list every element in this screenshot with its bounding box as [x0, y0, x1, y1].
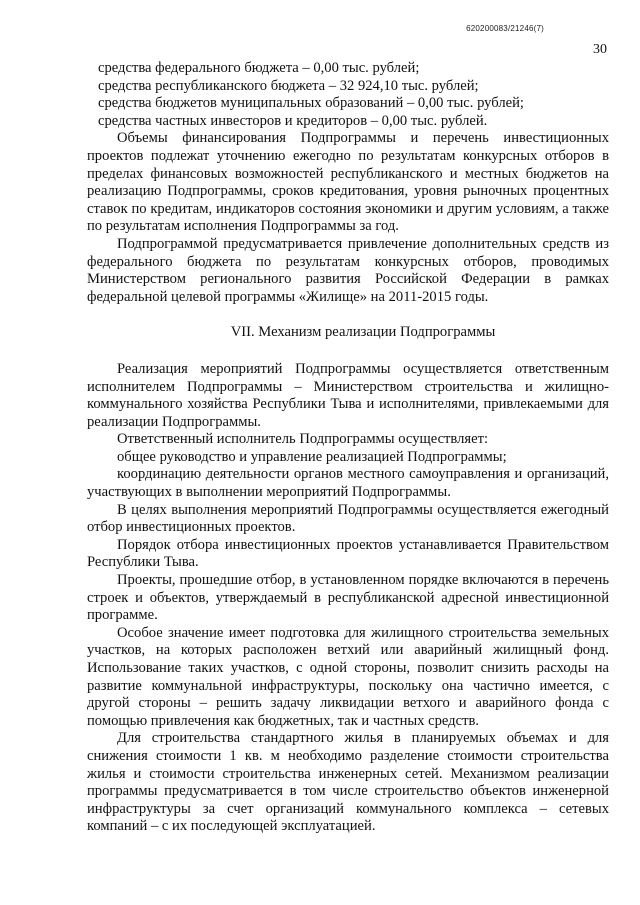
document-id: 620200083/21246(7)	[466, 24, 544, 33]
page-body	[87, 60, 609, 836]
paragraph-executor-does: Ответственный исполнитель Подпрограммы осуществляет:	[117, 431, 489, 448]
paragraph-implementation: Реализация мероприятий Подпрограммы осуществляется ответственным исполнителем Подпрограммы – Министерством строительства и жилищно-коммунального хозяйства Республики Тыва и исполнителями, привлекаемыми для реализации Подпрограммы.	[87, 360, 609, 430]
page-number: 30	[593, 42, 607, 57]
paragraph-general-management: общее руководство и управление реализацией Подпрограммы;	[117, 448, 507, 465]
paragraph-selection-procedure: Порядок отбора инвестиционных проектов устанавливается Правительством Республики Тыва.	[87, 536, 609, 571]
paragraph-annual-selection: В целях выполнения мероприятий Подпрограммы осуществляется ежегодный отбор инвестиционных проектов.	[87, 501, 609, 536]
paragraph-coordination: координацию деятельности органов местного самоуправления и организаций, участвующих в выполнении мероприятий Подпрограммы.	[87, 466, 609, 501]
paragraph-land-plots: Особое значение имеет подготовка для жилищного строительства земельных участков, на которых расположен ветхий или аварийный жилищный фонд. Использование таких участков, с одной стороны, позволит снизить расходы на развитие коммунальной инфраструктуры, поскольку она частично имеется, с другой стороны – решить задачу ликвидации ветхого и аварийного фонда с помощью привлечения как бюджетных, так и частных средств.	[87, 624, 609, 729]
funding-line-private: средства частных инвесторов и кредиторов – 0,00 тыс. рублей.	[98, 112, 488, 129]
funding-line-municipal: средства бюджетов муниципальных образований – 0,00 тыс. рублей;	[98, 95, 524, 112]
paragraph-funding-volumes: Объемы финансирования Подпрограммы и перечень инвестиционных проектов подлежат уточнению ежегодно по результатам конкурсных отборов в пределах финансовых возможностей республиканского и местных бюджетов на реализацию Подпрограммы, сроков кредитования, уровня рыночных процентных ставок по кредитам, индикаторов состояния экономики и другим условиям, а также по результатам исполнения Подпрограммы за год.	[87, 130, 609, 235]
paragraph-additional-funds: Подпрограммой предусматривается привлечение дополнительных средств из федерального бюджета по результатам конкурсных отборов, проводимых Министерством регионального развития Российской Федерации в рамках федеральной целевой программы «Жилище» на 2011-2015 годы.	[87, 235, 609, 305]
paragraph-selected-projects: Проекты, прошедшие отбор, в установленном порядке включаются в перечень строек и объектов, утверждаемый в республиканской адресной инвестиционной программе.	[87, 572, 609, 624]
funding-line-republic: средства республиканского бюджета – 32 924,10 тыс. рублей;	[98, 77, 479, 94]
paragraph-standard-housing: Для строительства стандартного жилья в планируемых объемах и для снижения стоимости 1 кв. м необходимо разделение стоимости строительства жилья и стоимости строительства инженерных сетей. Механизмом реализации программы предусматривается в том числе строительство объектов инженерной инфраструктуры за счет организаций коммунального комплекса – сетевых компаний – с их последующей эксплуатацией.	[87, 730, 609, 835]
section-title: VII. Механизм реализации Подпрограммы	[230, 324, 496, 341]
funding-line-federal: средства федерального бюджета – 0,00 тыс. рублей;	[98, 60, 420, 76]
